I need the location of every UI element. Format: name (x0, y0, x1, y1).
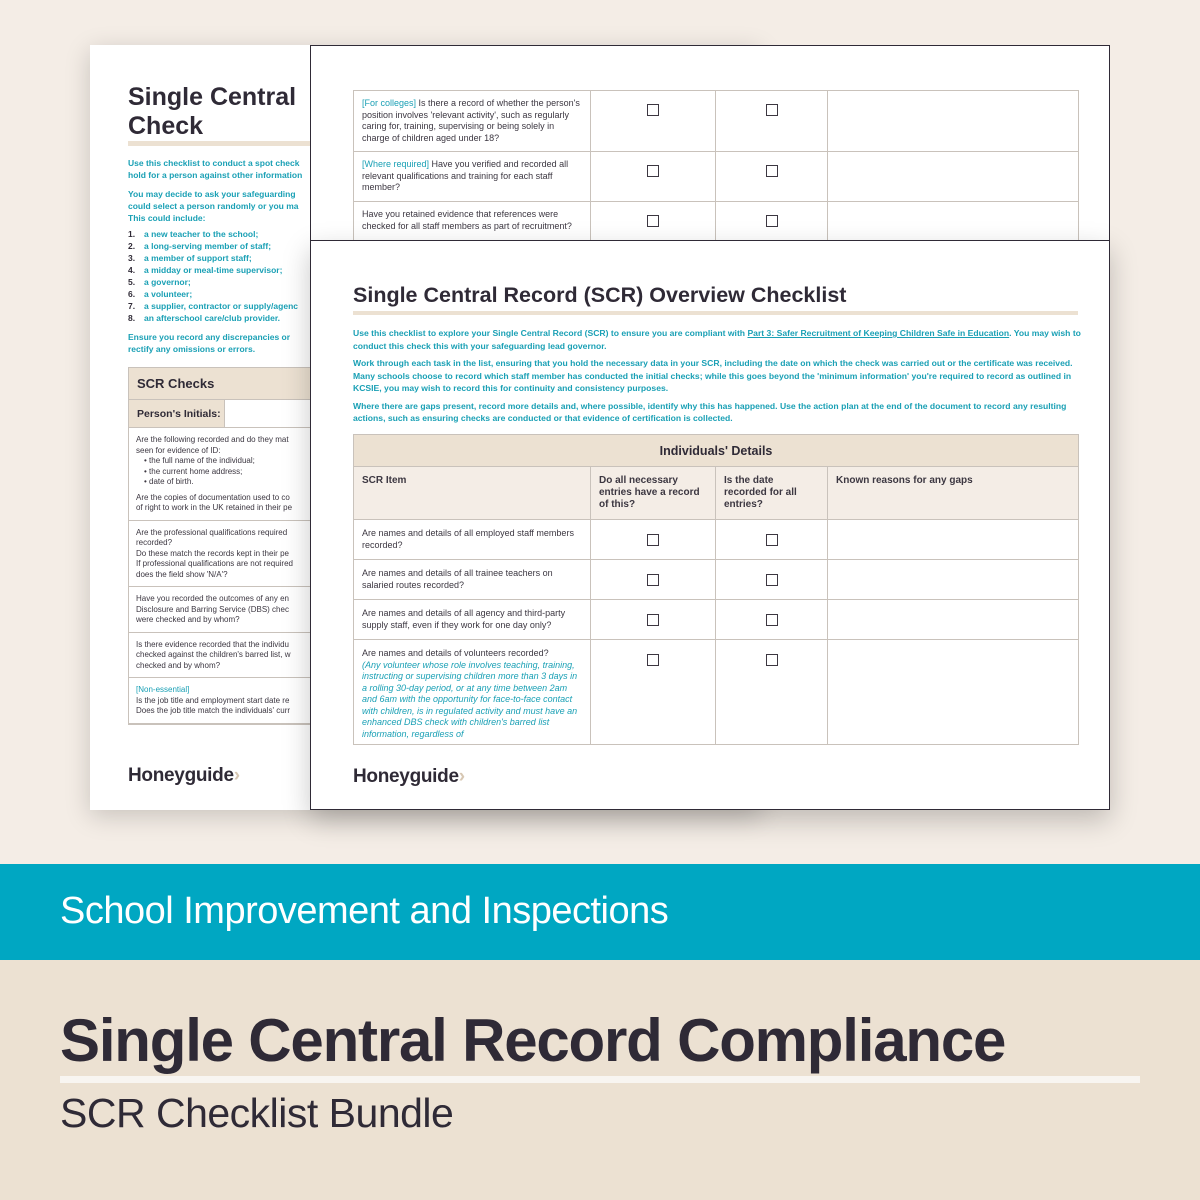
row-tag: [Where required] (362, 159, 430, 169)
empty-checkbox-icon[interactable] (766, 574, 778, 586)
list-item (128, 240, 328, 252)
list-item (128, 252, 328, 264)
row-line: Disclosure and Barring Service (DBS) chec (136, 604, 289, 614)
kcsie-link[interactable]: Part 3: Safer Recruitment of Keeping Children Safe in Education (747, 328, 1010, 338)
page-title: Single Central Record (SCR) Overview Checklist (353, 283, 847, 307)
item-cell: Are names and details of all trainee teachers on salaried routes recorded? (354, 560, 591, 600)
back-page-intro (128, 157, 328, 362)
empty-checkbox-icon[interactable] (647, 534, 659, 546)
row-line: were checked and by whom? (136, 615, 240, 624)
intro-line: could select a person randomly or you ma (128, 201, 299, 211)
empty-checkbox-icon[interactable] (766, 165, 778, 177)
reasons-cell[interactable] (828, 560, 1079, 600)
list-item (128, 228, 328, 240)
product-title: Single Central Record Compliance (60, 1007, 1006, 1074)
column-header-reasons: Known reasons for any gaps (828, 467, 1079, 520)
category-banner (0, 864, 1200, 960)
list-text: a governor; (144, 277, 191, 287)
date-cell (716, 152, 828, 202)
product-subtitle: SCR Checklist Bundle (60, 1090, 454, 1136)
table-row (354, 520, 1079, 560)
entries-cell (591, 600, 716, 640)
row-text: Is there a record of whether the person's position involves 'relevant activity', such as regularly caring for, training, supervising or being solely in charge of children aged under 18? (362, 98, 580, 143)
list-number: 5. (128, 277, 136, 287)
column-header-date: Is the date recorded for all entries? (716, 467, 828, 520)
title-line: Single Central (128, 83, 297, 111)
date-cell (716, 600, 828, 640)
list-item (128, 300, 328, 312)
list-number: 3. (128, 253, 136, 263)
entries-cell (591, 91, 716, 152)
intro-text: . You may wish to conduct this check this with your safeguarding lead governor. (353, 328, 1081, 351)
intro-line: This could include: (128, 213, 206, 223)
intro-line: Ensure you record any discrepancies or (128, 332, 291, 342)
logo-text: Honeyguide (128, 765, 234, 786)
intro-line: Use this checklist to conduct a spot check (128, 158, 300, 168)
list-item (128, 312, 328, 324)
empty-checkbox-icon[interactable] (766, 104, 778, 116)
empty-checkbox-icon[interactable] (647, 574, 659, 586)
list-text: an afterschool care/club provider. (144, 313, 281, 323)
list-text: a volunteer; (144, 289, 193, 299)
empty-checkbox-icon[interactable] (766, 654, 778, 666)
table-row (354, 640, 1079, 745)
entries-cell (591, 560, 716, 600)
intro-paragraph (128, 331, 328, 355)
item-cell: Are names and details of all employed staff members recorded? (354, 520, 591, 560)
date-cell (716, 520, 828, 560)
bullet-line: • the full name of the individual; (144, 456, 255, 465)
empty-checkbox-icon[interactable] (647, 104, 659, 116)
row-line: Are the following recorded and do they mat (136, 435, 289, 444)
candidate-list (128, 228, 328, 324)
intro-paragraph (128, 157, 328, 181)
list-number: 7. (128, 301, 136, 311)
initials-label: Person's Initials: (129, 400, 225, 427)
empty-checkbox-icon[interactable] (647, 614, 659, 626)
item-cell (354, 152, 591, 202)
entries-cell (591, 640, 716, 745)
front-document-page (310, 240, 1110, 810)
bullet-line: • the current home address; (144, 466, 243, 476)
reasons-cell[interactable] (828, 152, 1079, 202)
list-text: a long-serving member of staff; (144, 241, 272, 251)
logo-text: Honeyguide (353, 766, 459, 787)
row-line: Do these match the records kept in their pe (136, 548, 289, 558)
list-text: a member of support staff; (144, 253, 252, 263)
title-underline (353, 311, 1078, 315)
row-line: checked against the children's barred list, w (136, 650, 291, 659)
empty-checkbox-icon[interactable] (766, 614, 778, 626)
table-header-row (354, 467, 1079, 520)
row-line: Are the copies of documentation used to co (136, 492, 290, 502)
entries-cell (591, 152, 716, 202)
table-heading: SCR Checks (129, 368, 427, 400)
top-document-page (310, 45, 1110, 250)
item-cell (354, 91, 591, 152)
intro-paragraph: Work through each task in the list, ensuring that you hold the necessary data in your SCR, including the date on which the check was carried out or the certificate was received. Many schools choose to record which staff member has conducted the initial checks; while this goes beyond the 'minimum information' you're required to record as outlined in KCSIE, you may wish to record this for continuity and consistency purposes. (353, 358, 1073, 393)
intro-text: Use this checklist to explore your Single Central Record (SCR) to ensure you are compliant with (353, 328, 748, 338)
table-row (354, 560, 1079, 600)
row-line: Is the job title and employment start date re (136, 695, 290, 705)
category-label: School Improvement and Inspections (60, 890, 669, 932)
individuals-details-table (353, 434, 1079, 745)
list-text: a new teacher to the school; (144, 229, 259, 239)
row-line: of right to work in the UK retained in their pe (136, 503, 293, 512)
item-cell (354, 640, 591, 745)
continuation-table (353, 90, 1079, 252)
table-caption: Individuals' Details (354, 435, 1079, 467)
reasons-cell[interactable] (828, 600, 1079, 640)
intro-line: hold for a person against other information (128, 170, 303, 180)
list-number: 1. (128, 229, 136, 239)
product-banner (0, 960, 1200, 1200)
column-header-entries: Do all necessary entries have a record of this? (591, 467, 716, 520)
list-text: a midday or meal-time supervisor; (144, 265, 283, 275)
row-text: Have you retained evidence that references were checked for all staff members as part of recruitment? (362, 209, 572, 231)
list-item (128, 288, 328, 300)
item-cell: Are names and details of all agency and third-party supply staff, even if they work for one day only? (354, 600, 591, 640)
intro-line: rectify any omissions or errors. (128, 344, 256, 354)
row-tag: [For colleges] (362, 98, 417, 108)
list-item (128, 276, 328, 288)
reasons-cell[interactable] (828, 520, 1079, 560)
row-line: checked and by whom? (136, 660, 221, 670)
title-line: Check (128, 112, 204, 140)
chevron-right-icon: › (233, 765, 240, 786)
empty-checkbox-icon[interactable] (647, 654, 659, 666)
intro-paragraph (128, 188, 328, 224)
row-line: seen for evidence of ID: (136, 445, 221, 455)
row-text: Are names and details of volunteers recorded? (362, 648, 549, 658)
table-row (354, 600, 1079, 640)
intro-paragraph: Where there are gaps present, record more details and, where possible, identify why this has happened. Use the action plan at the end of the document to record any resulting actions, such as ensuring checks are conducted or that evidence of certification is collected. (353, 400, 1067, 423)
page-intro (353, 327, 1083, 430)
list-item (128, 264, 328, 276)
intro-paragraph (353, 327, 1083, 352)
reasons-cell[interactable] (828, 640, 1079, 745)
intro-line: You may decide to ask your safeguarding (128, 189, 296, 199)
table-row (354, 152, 1079, 202)
empty-checkbox-icon[interactable] (647, 165, 659, 177)
row-tag: [Non-essential] (136, 685, 190, 694)
date-cell (716, 91, 828, 152)
row-line: Have you recorded the outcomes of any en (136, 594, 289, 603)
honeyguide-logo (128, 765, 240, 787)
empty-checkbox-icon[interactable] (766, 215, 778, 227)
chevron-right-icon: › (458, 766, 465, 787)
row-line: If professional qualifications are not required (136, 559, 293, 568)
honeyguide-logo (353, 766, 465, 788)
row-line: Is there evidence recorded that the individu (136, 639, 289, 649)
date-cell (716, 640, 828, 745)
entries-cell (591, 520, 716, 560)
row-line: recorded? (136, 538, 173, 547)
column-header-item: SCR Item (354, 467, 591, 520)
table-caption-row (354, 435, 1079, 467)
list-number: 6. (128, 289, 136, 299)
list-number: 4. (128, 265, 136, 275)
row-line: does the field show 'N/A'? (136, 569, 228, 579)
list-number: 2. (128, 241, 136, 251)
empty-checkbox-icon[interactable] (647, 215, 659, 227)
reasons-cell[interactable] (828, 91, 1079, 152)
title-underline (60, 1076, 1140, 1083)
row-line: Are the professional qualifications required (136, 527, 288, 537)
row-line: Does the job title match the individuals' curr (136, 706, 291, 715)
date-cell (716, 560, 828, 600)
list-text: a supplier, contractor or supply/agenc (144, 301, 298, 311)
row-note: (Any volunteer whose role involves teaching, training, instructing or supervising children more than 3 days in a rolling 30-day period, or at any time between 2am and 6am with the opportunity for face-to-face contact with children, is in regulated activity and must have an enhanced DBS check with children's barred list information, regardless of (362, 659, 578, 739)
table-row (354, 91, 1079, 152)
empty-checkbox-icon[interactable] (766, 534, 778, 546)
bullet-line: • date of birth. (144, 477, 194, 486)
row-text: Have you verified and recorded all relevant qualifications and training for each staff member? (362, 159, 569, 192)
list-number: 8. (128, 313, 136, 323)
